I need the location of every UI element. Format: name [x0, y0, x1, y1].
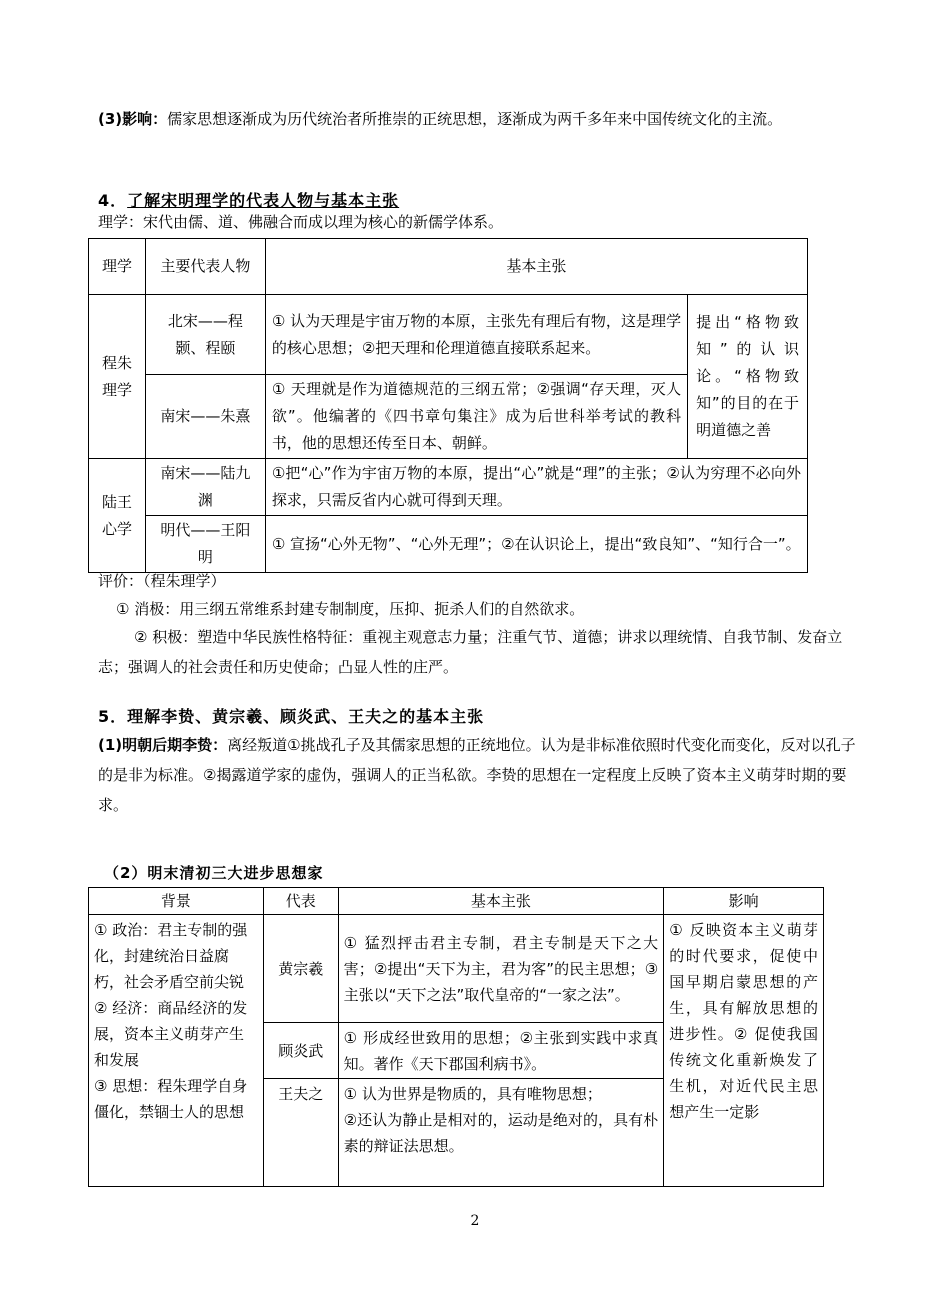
thinker-huang-zongxi: 黄宗羲	[263, 915, 338, 1023]
evaluation-positive	[98, 622, 860, 682]
evaluation-positive-text: 塑造中华民族性格特征：重视主观意志力量；注重气节、道德；讲求以理统情、自我节制、发奋立志；强调人的社会责任和历史使命；凸显人性的庄严。	[98, 628, 843, 676]
page-number: 2	[470, 1213, 480, 1229]
claim-wang-yangming: ① 宣扬“心外无物”、“心外无理”；②在认识论上，提出“致良知”、“知行合一”。	[265, 516, 807, 573]
header-representative: 代表	[263, 888, 338, 915]
lizhi-label: (1)明朝后期李贽：	[98, 736, 228, 754]
chengzhu-side-note: 提出“格物致知”的认识论。“格物致知”的目的在于明道德之善	[688, 295, 808, 459]
influence-label: (3)影响：	[98, 110, 168, 128]
chengzhu-label: 程朱理学	[89, 295, 146, 459]
background-politics: ① 政治：君主专制的强化，封建统治日益腐朽，社会矛盾空前尖锐	[94, 921, 248, 991]
person-wang-yangming: 明代——王阳明	[145, 516, 265, 573]
section-4-heading	[98, 188, 399, 211]
thinker-wang-fuzhi: 王夫之	[263, 1079, 338, 1187]
table-row	[89, 516, 808, 573]
person-lu-jiuyuan: 南宋——陆九渊	[145, 459, 265, 516]
background-economy: ② 经济：商品经济的发展，资本主义萌芽产生和发展	[94, 999, 248, 1069]
header-claims: 基本主张	[338, 888, 664, 915]
table-row	[89, 459, 808, 516]
lizhi-text: 离经叛道①挑战孔子及其儒家思想的正统地位。认为是非标准依照时代变化而变化，反对以孔子的是非为标准。②揭露道学家的虚伪，强调人的正当私欲。李贽的思想在一定程度上反映了资本主义萌芽时期的要求。	[98, 736, 856, 814]
claim-zhu-xi: ① 天理就是作为道德规范的三纲五常；②强调“存天理，灭人欲”。他编著的《四书章句集注》成为后世科举考试的教科书，他的思想还传至日本、朝鲜。	[265, 375, 687, 459]
claim-wang-fuzhi	[338, 1079, 664, 1187]
header-claims: 基本主张	[265, 239, 807, 295]
person-zhu-xi: 南宋——朱熹	[145, 375, 265, 459]
background-cell	[89, 915, 264, 1187]
table-row	[89, 915, 824, 1023]
lizhi-paragraph	[98, 730, 860, 820]
lixue-definition: 理学：宋代由儒、道、佛融合而成以理为核心的新儒学体系。	[98, 213, 504, 231]
background-thought: ③ 思想：程朱理学自身僵化，禁锢士人的思想	[94, 1077, 248, 1121]
luwang-label: 陆王心学	[89, 459, 146, 573]
table-row	[89, 295, 808, 375]
person-cheng-brothers: 北宋——程颢、程颐	[145, 295, 265, 375]
claim-wang-fuzhi-2: ②还认为静止是相对的，运动是绝对的，具有朴素的辩证法思想。	[343, 1111, 659, 1155]
thinker-gu-yanwu: 顾炎武	[263, 1023, 338, 1079]
influence-cell: ① 反映资本主义萌芽的时代要求，促使中国早期启蒙思想的产生，具有解放思想的进步性。② 促使我国传统文化重新焕发了生机，对近代民主思想产生一定影	[664, 915, 824, 1187]
section-4-title: 了解宋明理学的代表人物与基本主张	[127, 191, 400, 210]
section-5-number: 5．	[98, 707, 128, 726]
table-header-row	[89, 888, 824, 915]
header-influence: 影响	[664, 888, 824, 915]
claim-gu-yanwu: ① 形成经世致用的思想；②主张到实践中求真知。著作《天下郡国利病书》。	[338, 1023, 664, 1079]
thinkers-table	[88, 887, 824, 1187]
evaluation-positive-label: ② 积极：	[134, 628, 198, 646]
influence-text: 儒家思想逐渐成为历代统治者所推崇的正统思想，逐渐成为两千多年来中国传统文化的主流。	[167, 110, 783, 128]
header-school: 理学	[89, 239, 146, 295]
claim-cheng-brothers: ① 认为天理是宇宙万物的本原，主张先有理后有物，这是理学的核心思想；②把天理和伦理道德直接联系起来。	[265, 295, 687, 375]
section-4-number: 4．	[98, 191, 128, 210]
header-background: 背景	[89, 888, 264, 915]
influence-paragraph	[98, 104, 860, 134]
evaluation-negative: ① 消极：用三纲五常维系封建专制制度，压抑、扼杀人们的自然欲求。	[116, 600, 585, 618]
table-header-row	[89, 239, 808, 295]
thinkers-title: （2）明末清初三大进步思想家	[104, 864, 324, 882]
claim-wang-fuzhi-1: ① 认为世界是物质的，具有唯物思想；	[343, 1085, 602, 1103]
evaluation-title: 评价：（程朱理学）	[98, 572, 226, 590]
lixue-table	[88, 238, 808, 573]
header-representatives: 主要代表人物	[145, 239, 265, 295]
section-5-title: 理解李贽、黄宗羲、顾炎武、王夫之的基本主张	[127, 707, 485, 726]
claim-lu-jiuyuan: ①把“心”作为宇宙万物的本原，提出“心”就是“理”的主张；②认为穷理不必向外探求，只需反省内心就可得到天理。	[265, 459, 807, 516]
claim-huang-zongxi: ① 猛烈抨击君主专制，君主专制是天下之大害；②提出“天下为主，君为客”的民主思想；③主张以“天下之法”取代皇帝的“一家之法”。	[338, 915, 664, 1023]
section-5-heading	[98, 704, 484, 727]
